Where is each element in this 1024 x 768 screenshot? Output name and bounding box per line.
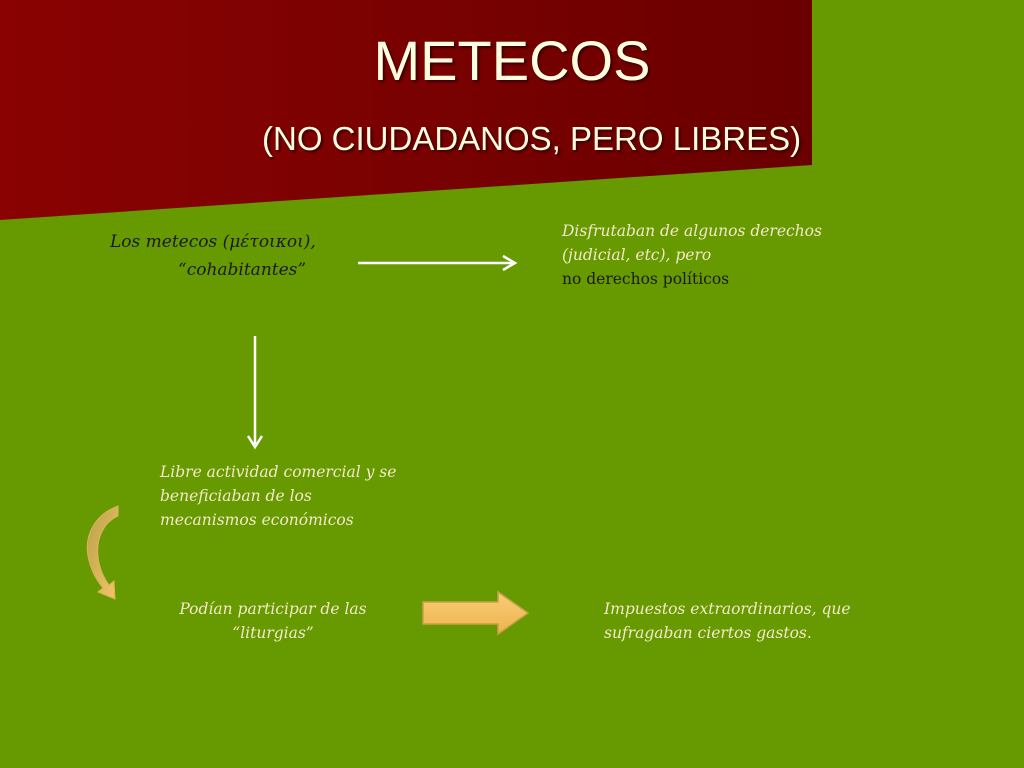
down-arrow-icon	[248, 336, 262, 447]
curved-arrow-icon	[87, 506, 118, 599]
block-arrow-icon	[423, 592, 528, 634]
metecos-text	[110, 228, 316, 284]
slide-subtitle: (NO CIUDADANOS, PERO LIBRES)	[262, 120, 802, 157]
podian-text: Podían participar de las “liturgias”	[179, 600, 367, 642]
derechos-body: Disfrutaban de algunos derechos (judicial, etc), pero	[562, 222, 822, 264]
metecos-line-1: Los metecos (μέτοικοι),	[110, 232, 316, 252]
derechos-text	[562, 219, 822, 291]
metecos-line-2: “cohabitantes”	[178, 260, 307, 280]
impuestos-text: Impuestos extraordinarios, que sufragaban ciertos gastos.	[604, 600, 851, 642]
libre-text: Libre actividad comercial y se beneficiaban de los mecanismos económicos	[160, 463, 397, 529]
right-arrow-icon	[358, 256, 515, 270]
slide-title: METECOS	[373, 29, 651, 92]
derechos-emphasis: no derechos políticos	[562, 270, 730, 288]
